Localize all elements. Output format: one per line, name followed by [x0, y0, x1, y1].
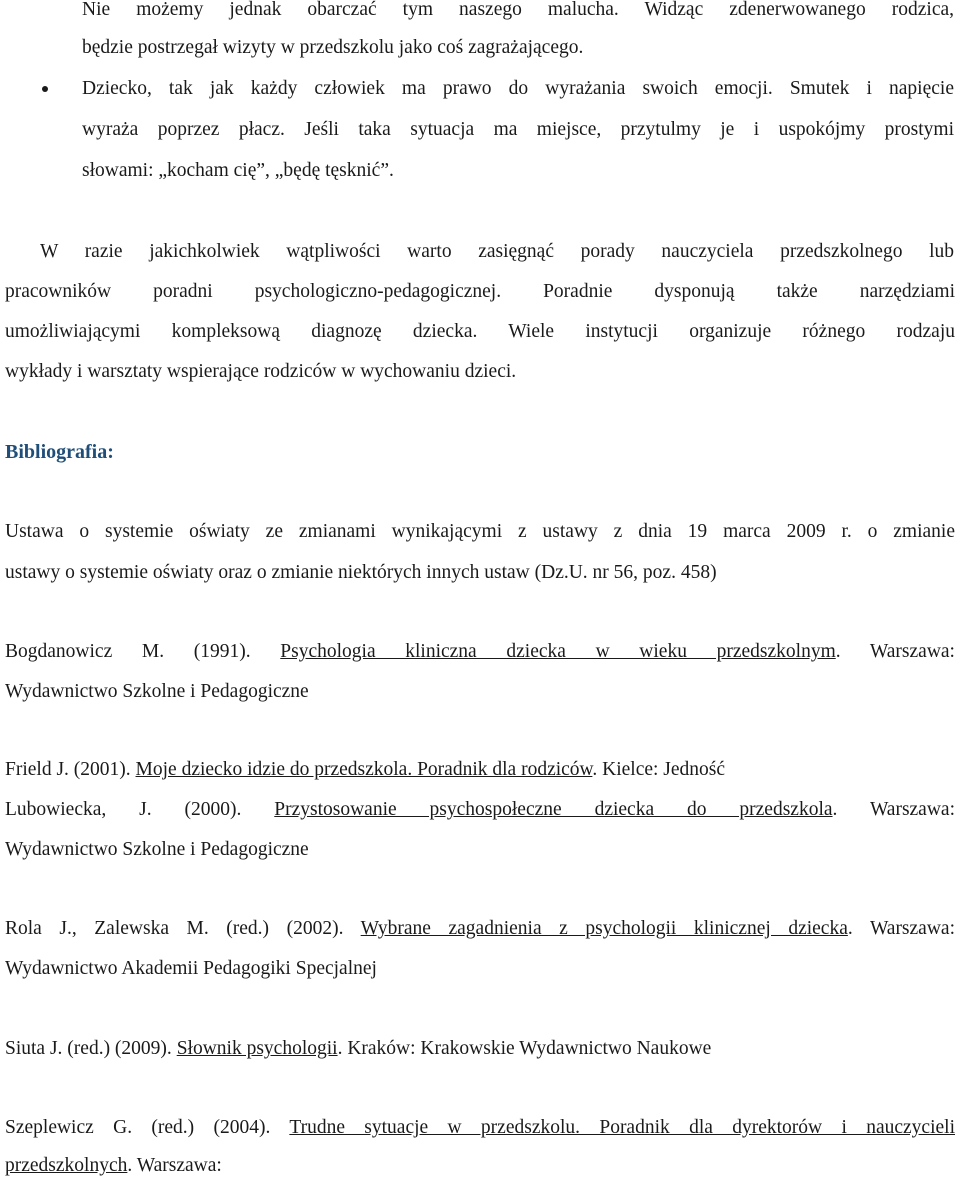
bib-entry-szeplewicz-cont — [5, 1154, 222, 1178]
bib-author: Siuta J. (red.) (2009). — [5, 1038, 177, 1059]
bib-entry-line: Ustawa o systemie oświaty ze zmianami wynikającymi z ustawy z dnia 19 marca 2009 r. o zmianie — [5, 521, 955, 542]
bib-title-link[interactable]: Trudne sytuacje w przedszkolu. Poradnik dla dyrektorów i nauczycieli — [289, 1117, 955, 1138]
bib-author: Szeplewicz G. (red.) (2004). — [5, 1117, 290, 1138]
bib-publisher: . Warszawa: — [832, 799, 955, 820]
bib-author: Frield J. (2001). — [5, 759, 136, 780]
bib-entry-frield — [5, 758, 725, 782]
bib-author: Rola J., Zalewska M. (red.) (2002). — [5, 918, 361, 939]
text-line: wykłady i warsztaty wspierające rodziców w wychowaniu dzieci. — [5, 361, 517, 382]
bib-title-link[interactable]: Psychologia kliniczna dziecka w wieku przedszkolnym — [280, 641, 836, 662]
bibliography-heading: Bibliografia: — [5, 441, 114, 463]
text-line: będzie postrzegał wizyty w przedszkolu jako coś zagrażającego. — [82, 37, 584, 58]
bib-publisher: . Warszawa: — [835, 641, 955, 662]
text-line: W razie jakichkolwiek wątpliwości warto zasięgnąć porady nauczyciela przedszkolnego lub — [40, 241, 954, 262]
bib-entry-line: Wydawnictwo Szkolne i Pedagogiczne — [5, 681, 309, 702]
bib-title-link[interactable]: Wybrane zagadnienia z psychologii klinicznej dziecka — [360, 918, 848, 939]
bib-publisher: . Warszawa: — [847, 918, 955, 939]
text-line: pracowników poradni psychologiczno-pedagogicznej. Poradnie dysponują także narzędziami — [5, 281, 955, 302]
text-line: słowami: „kocham cię”, „będę tęsknić”. — [82, 160, 394, 181]
bib-entry-line: ustawy o systemie oświaty oraz o zmianie niektórych innych ustaw (Dz.U. nr 56, poz. 458) — [5, 562, 717, 583]
bib-entry-line: Wydawnictwo Akademii Pedagogiki Specjalnej — [5, 958, 377, 979]
bib-title-link[interactable]: Słownik psychologii — [176, 1038, 338, 1059]
bib-title-link[interactable]: Przystosowanie psychospołeczne dziecka do przedszkola — [274, 799, 833, 820]
bib-entry-lubowiecka — [5, 798, 955, 822]
bib-entry-bogdanowicz — [5, 640, 955, 664]
bib-publisher: . Kraków: Krakowskie Wydawnictwo Naukowe — [337, 1038, 712, 1059]
bib-author: Bogdanowicz M. (1991). — [5, 641, 281, 662]
bib-entry-line: Wydawnictwo Szkolne i Pedagogiczne — [5, 839, 309, 860]
text-line: umożliwiającymi kompleksową diagnozę dziecka. Wiele instytucji organizuje różnego rodzaju — [5, 321, 955, 342]
bib-entry-siuta — [5, 1037, 711, 1061]
bib-entry-szeplewicz — [5, 1116, 955, 1140]
text-line: Dziecko, tak jak każdy człowiek ma prawo do wyrażania swoich emocji. Smutek i napięcie — [82, 78, 954, 99]
bib-author: Lubowiecka, J. (2000). — [5, 799, 275, 820]
bullet-icon — [42, 86, 48, 92]
bib-publisher: . Kielce: Jedność — [592, 759, 726, 780]
text-line: wyraża poprzez płacz. Jeśli taka sytuacja ma miejsce, przytulmy je i uspokójmy prostymi — [82, 119, 954, 140]
bib-publisher: . Warszawa: — [127, 1155, 222, 1176]
bib-title-link[interactable]: przedszkolnych — [5, 1155, 128, 1176]
text-line: Nie możemy jednak obarczać tym naszego malucha. Widząc zdenerwowanego rodzica, — [82, 0, 954, 20]
bib-entry-rola — [5, 917, 955, 941]
bib-title-link[interactable]: Moje dziecko idzie do przedszkola. Poradnik dla rodziców — [135, 759, 593, 780]
